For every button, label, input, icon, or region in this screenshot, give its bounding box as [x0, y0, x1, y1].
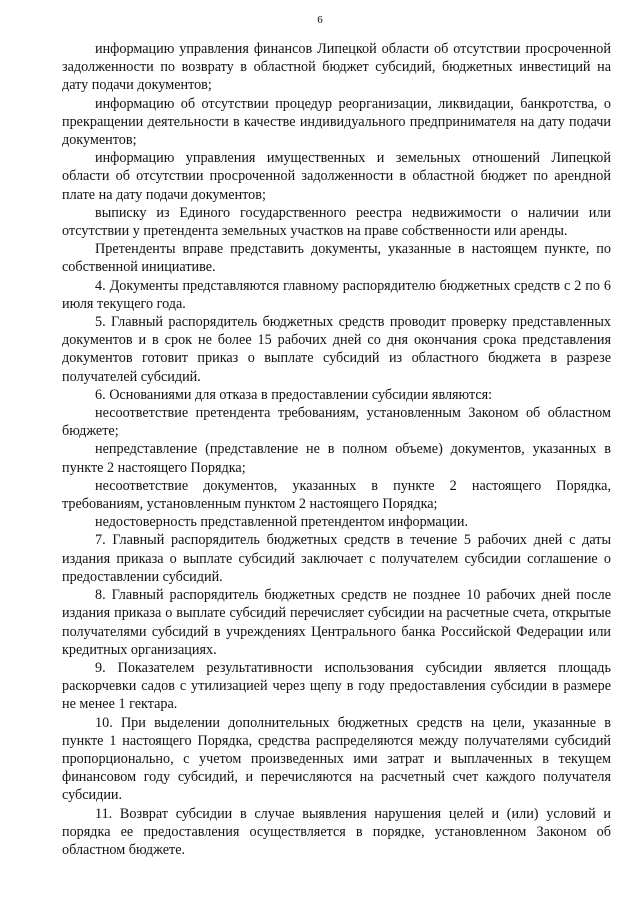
paragraph-item-8: 8. Главный распорядитель бюджетных средств не позднее 10 рабочих дней после издания приказа о выплате субсидий перечисляет субсидии на расчетные счета, открытые получателями субсидий в учреждениях Центрального банка Российской Федерации или кредитных организациях.: [62, 587, 611, 658]
paragraph-registry-extract: выписку из Единого государственного реестра недвижимости о наличии или отсутствии у претендента земельных участков на праве собственности или аренды.: [62, 204, 611, 240]
paragraph-finance-info: информацию управления финансов Липецкой области об отсутствии просроченной задолженности по возврату в областной бюджет субсидий, бюджетных инвестиций на дату подачи документов;: [62, 41, 611, 94]
paragraph-item-10: 10. При выделении дополнительных бюджетных средств на цели, указанные в пункте 1 настоящего Порядка, средства распределяются между получателями субсидий пропорционально, с учетом произведенных ими затрат и выплаченных в текущем финансовом году субсидий, и перечисляются на расчетный счет каждого получателя субсидии.: [62, 714, 611, 804]
paragraph-property-info: информацию управления имущественных и земельных отношений Липецкой области об отсутствии просроченной задолженности в областной бюджет по арендной плате на дату подачи документов;: [62, 150, 611, 203]
document-body: [62, 40, 611, 859]
paragraph-refusal-2: непредставление (представление не в полном объеме) документов, указанных в пункте 2 настоящего Порядка;: [62, 441, 611, 476]
paragraph-item-11: 11. Возврат субсидии в случае выявления нарушения целей и (или) условий и порядка ее предоставления осуществляется в порядке, установленном Законом об областном бюджете.: [62, 805, 611, 858]
page-number: 6: [317, 14, 323, 26]
paragraph-own-initiative: Претенденты вправе представить документы, указанные в настоящем пункте, по собственной инициативе.: [62, 241, 611, 276]
paragraph-item-5: 5. Главный распорядитель бюджетных средств проводит проверку представленных документов и в срок не более 15 рабочих дней со дня окончания срока представления документов готовит приказ о выплате субсидий из областного бюджета в разрезе получателей субсидий.: [62, 314, 611, 385]
paragraph-item-9: 9. Показателем результативности использования субсидии является площадь раскорчевки садов с утилизацией через щепу в году предоставления субсидии в размере не менее 1 гектара.: [62, 659, 611, 713]
paragraph-item-6: 6. Основаниями для отказа в предоставлении субсидии являются:: [95, 386, 493, 403]
paragraph-item-4: 4. Документы представляются главному распорядителю бюджетных средств с 2 по 6 июля текущего года.: [62, 277, 611, 312]
paragraph-item-7: 7. Главный распорядитель бюджетных средств в течение 5 рабочих дней с даты издания приказа о выплате субсидий заключает с получателем субсидии соглашение о предоставлении субсидий.: [62, 532, 611, 585]
paragraph-reorganization-info: информацию об отсутствии процедур реорганизации, ликвидации, банкротства, о прекращении деятельности в качестве индивидуального предпринимателя на дату подачи документов;: [62, 95, 611, 149]
paragraph-refusal-4: недостоверность представленной претендентом информации.: [95, 514, 469, 531]
paragraph-refusal-1: несоответствие претендента требованиям, установленным Законом об областном бюджете;: [62, 405, 611, 440]
paragraph-refusal-3: несоответствие документов, указанных в пункте 2 настоящего Порядка, требованиям, установленным пунктом 2 настоящего Порядка;: [62, 477, 611, 513]
